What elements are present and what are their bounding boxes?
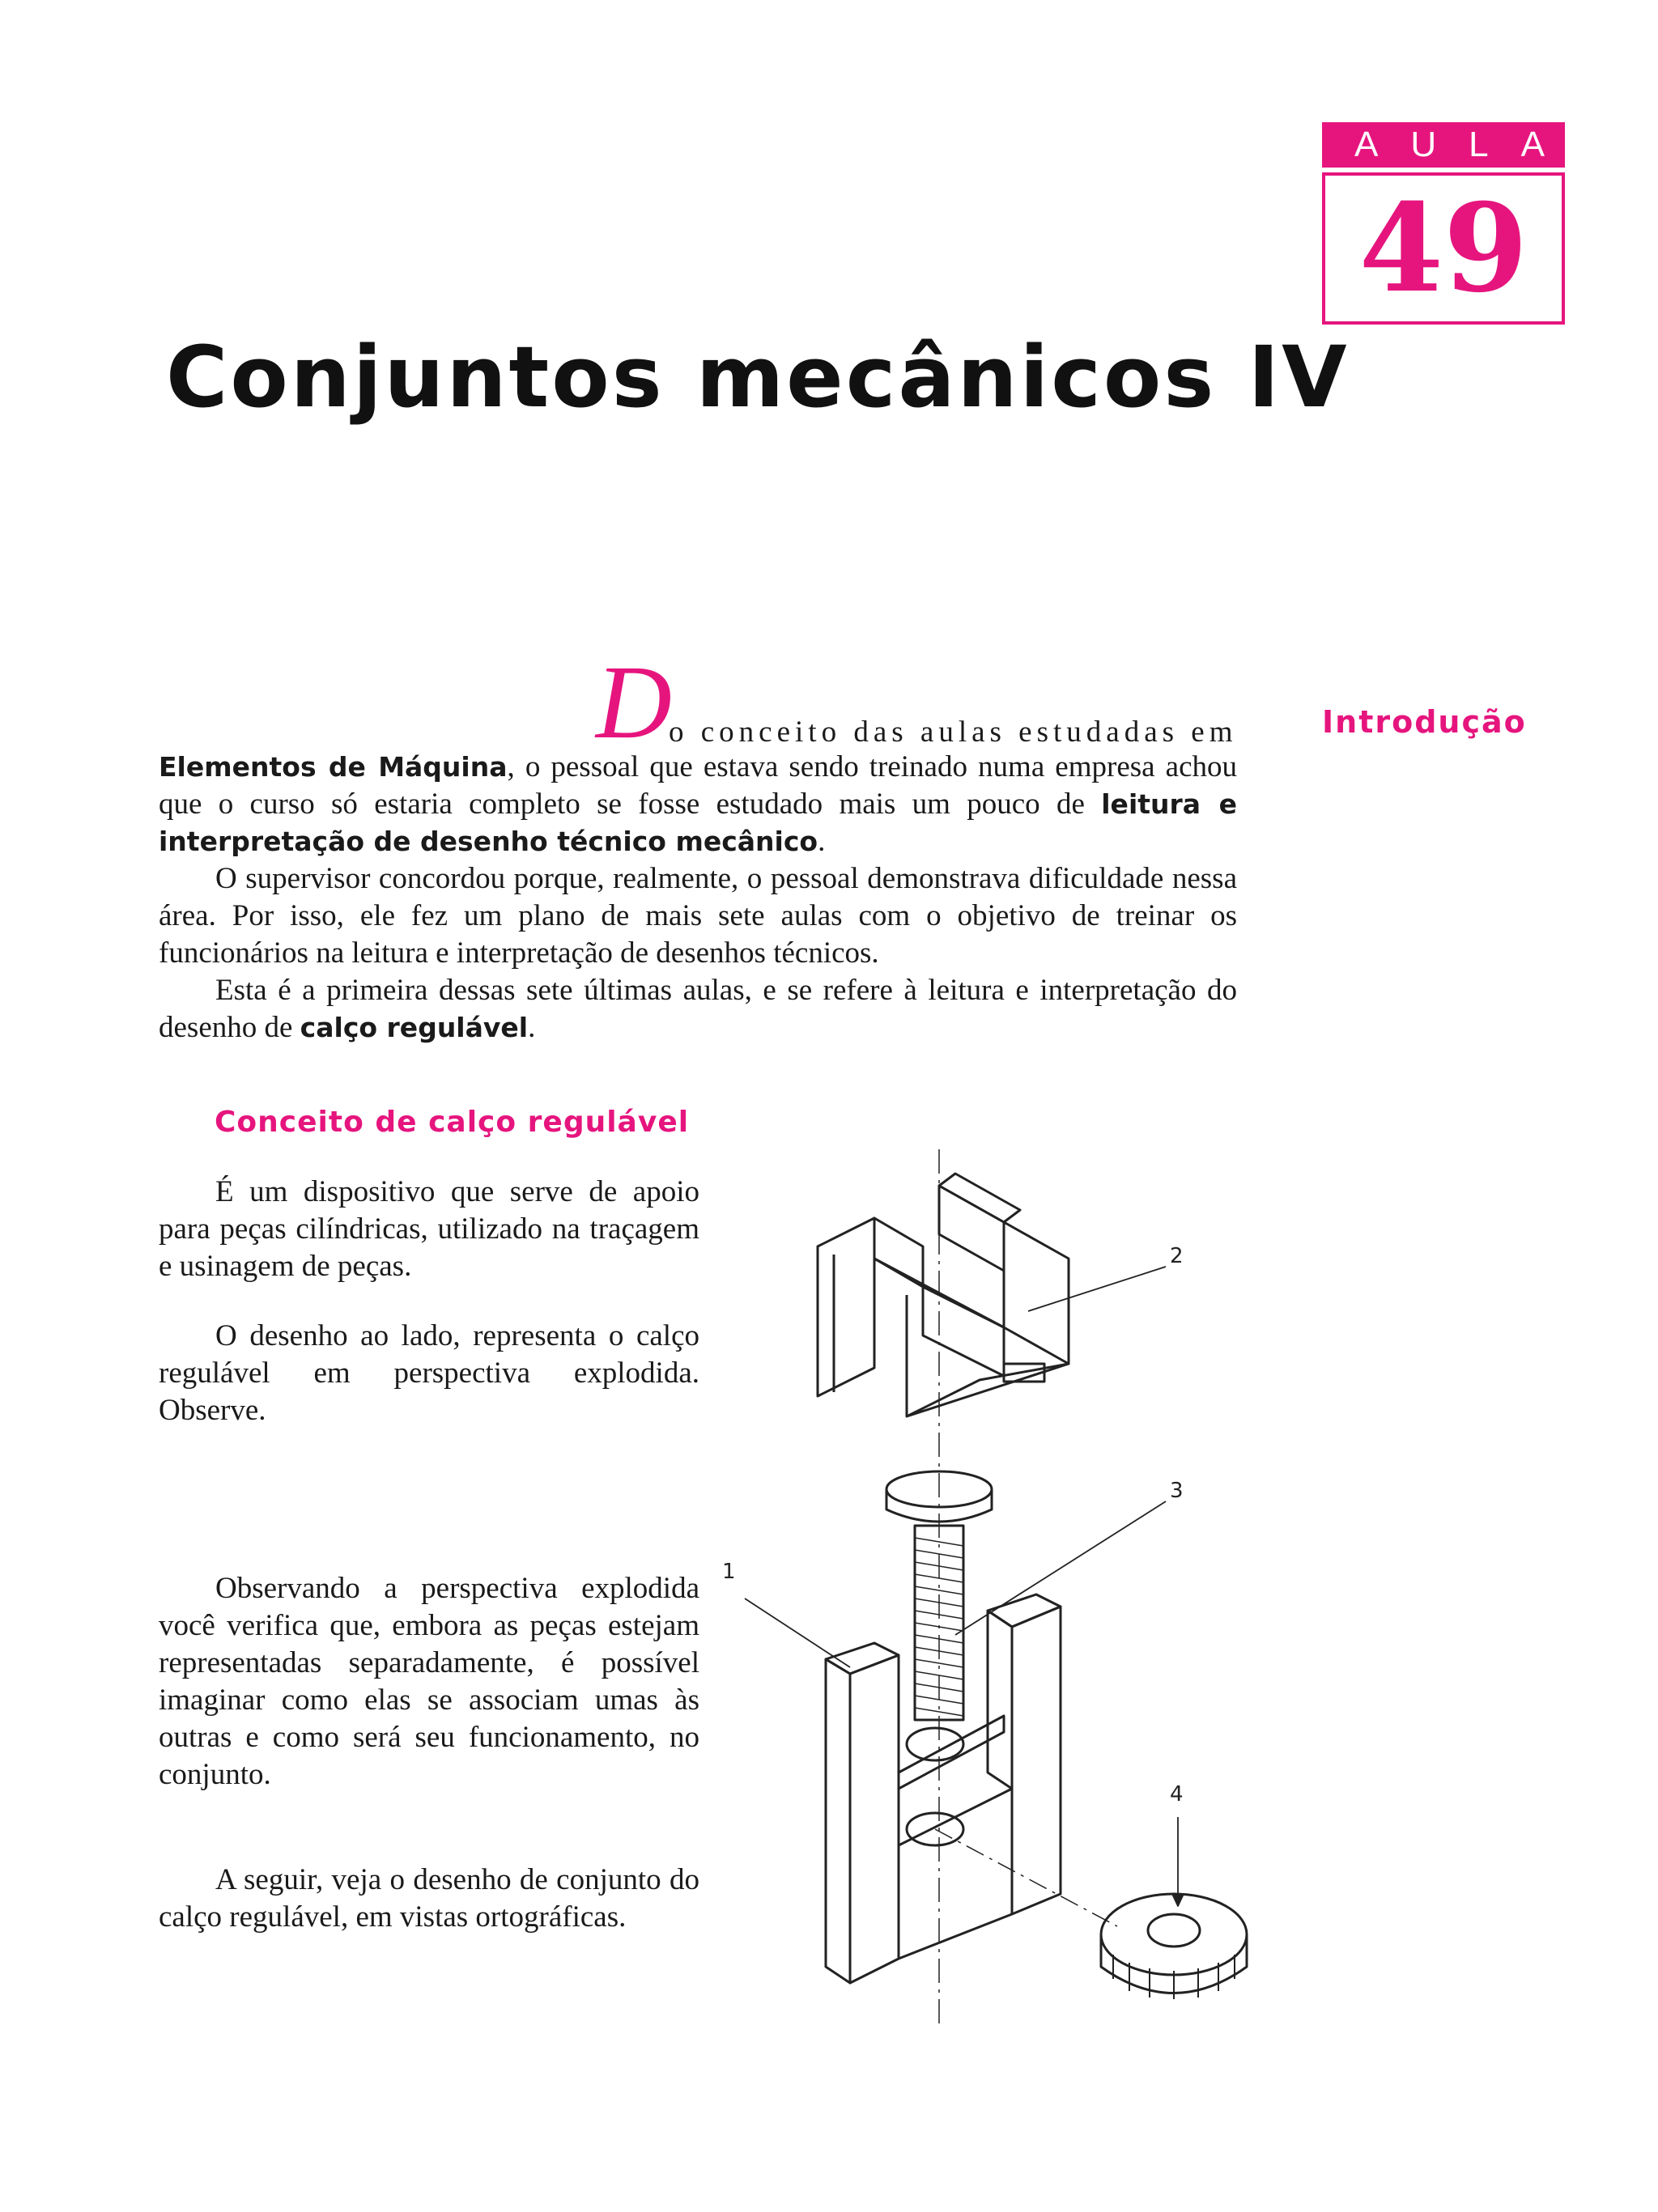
section-paragraph-1: É um dispositivo que serve de apoio para peças cilíndricas, utilizado na traçagem e usinagem de peças.: [159, 1175, 699, 1283]
alignment-line: [935, 1829, 1117, 1926]
part-2-vblock: [818, 1174, 1069, 1416]
leader-2: [1028, 1267, 1166, 1311]
intro-paragraph-3: [159, 972, 1237, 1047]
aula-number-box: [1322, 172, 1565, 325]
leader-4-arrow: [1172, 1894, 1184, 1906]
intro-paragraph-1: [159, 749, 1237, 860]
intro-paragraph-2: O supervisor concordou porque, realmente, o pessoal demonstrava dificuldade nessa área. Por isso, ele fez um plano de mais sete aulas com o objetivo de treinar os funcionários na leitura e interpretação de desenhos técnicos.: [159, 862, 1237, 970]
text-span: .: [528, 1011, 536, 1044]
section-paragraph-4: A seguir, veja o desenho de conjunto do calço regulável, em vistas ortográficas.: [159, 1863, 699, 1934]
section-paragraph-3: Observando a perspectiva explodida você verifica que, embora as peças estejam representadas separadamente, é possível imaginar como elas se associam umas às outras e como será seu funcionamento, no conjunto.: [159, 1572, 699, 1791]
section-heading: Conceito de calço regulável: [215, 1106, 690, 1139]
text-span: , o pessoal que estava sendo treinado numa empresa achou que o curso só estaria completo se fosse estudado mais um pouco de: [159, 750, 1237, 821]
section-paragraph-2: O desenho ao lado, representa o calço regulável em perspectiva explodida. Observe.: [159, 1319, 699, 1427]
aula-number: 49: [1358, 177, 1528, 320]
figure-label-2: 2: [1170, 1244, 1184, 1268]
exploded-view-drawing: [712, 1149, 1279, 2040]
text-span: Esta é a primeira dessas sete últimas aulas, e se refere à leitura e interpretação do desenho de: [159, 974, 1237, 1044]
leader-1: [745, 1598, 850, 1667]
aula-label: AULA: [1322, 122, 1565, 168]
dropcap-letter: D: [596, 644, 672, 761]
intro-text: [159, 644, 1238, 1047]
bold-term: leitura e interpretação de desenho técnico mecânico: [159, 788, 1238, 857]
intro-first-line: o conceito das aulas estudadas em: [669, 715, 1238, 749]
page-title: Conjuntos mecânicos IV: [166, 328, 1350, 427]
text-span: .: [818, 825, 826, 858]
figure-label-1: 1: [722, 1560, 736, 1584]
part-4-nut: [1101, 1894, 1247, 1999]
figure-label-4: 4: [1170, 1782, 1184, 1807]
figure-label-3: 3: [1170, 1479, 1184, 1503]
bold-term: Elementos de Máquina: [159, 751, 508, 783]
sidebar-section-heading: Introdução: [1322, 704, 1527, 740]
bold-term: calço regulável: [300, 1012, 529, 1043]
part-1-body: [826, 1594, 1061, 1983]
dropcap-line: [159, 644, 1238, 761]
